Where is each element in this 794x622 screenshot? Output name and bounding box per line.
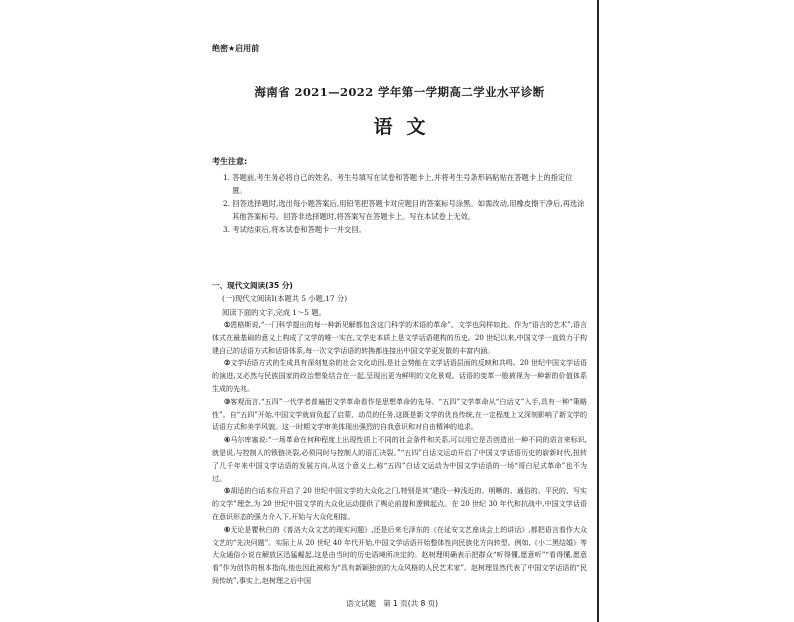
secret-label: 绝密★启用前 [212, 44, 260, 53]
paragraph-number: ⑥ [224, 524, 231, 534]
paragraph-text: 胡适的白话本位开启了 20 世纪中国文学的大众化之门,特别是其“建设一种浅近的、明晰的、通俗的、平民的、写实的文学”理念,为 20 世纪中国文学的大众化运动提供了舆论前提和逻辑起点。在 20 世纪 30 年代和抗战中,中国文学话语在意识形态的强力介入下,开始与大众化相接。 [212, 487, 587, 521]
notice-item: 2. 回答选择题时,选出每小题答案后,用铅笔把答题卡对应题目的答案标号涂黑。如需改动,用橡皮擦干净后,再选涂其他答案标号。回答非选择题时,将答案写在答题卡上。写在本试卷上无效。 [223, 199, 585, 221]
passage-paragraph [212, 434, 587, 485]
paragraph-number: ③ [224, 396, 231, 406]
paragraph-number: ② [224, 358, 231, 368]
notice-item: 3. 考试结束后,将本试卷和答题卡一并交回。 [223, 225, 366, 234]
paragraph-number: ① [224, 320, 231, 329]
paragraph-text: 马尔库塞说:“一场革命在何种程度上出现性质上不同的社会条件和关系,可以用它是否创造出一种不同的语言来标识,就是说,与控制人的锁链决裂,必须同时与控制人的语汇决裂。”“五四”白话文运动开启了中国文学话语历史的崭新时代,扭转了几千年来中国文学话语的发展方向,从这个意义上,称“五四”白话文运动为中国文学话语的一场“哥白尼式革命”也不为过。 [212, 436, 587, 483]
notice-title: 考生注意: [212, 157, 248, 166]
paragraph-text: 恩格斯说,“一门科学提出的每一种新见解都包含这门科学的术语的革命”。文学也同样如此。作为“语言的艺术”,语言体式在最基础的意义上构成了文学的唯一实在,文学史本质上是文学话语建构的历史。20 世纪以来,中国文学一直致力于构建自己的话语方式和话语体系,每一次文学话语的转换都连接出中国文学更发散的丰富内涵。 [212, 321, 588, 355]
passage-paragraph [212, 396, 587, 434]
passage-paragraph [212, 357, 587, 395]
passage-paragraph [212, 485, 587, 523]
page-footer: 语文试题 第 1 页(共 8 页) [346, 599, 439, 608]
paragraph-number: ⑤ [224, 486, 231, 496]
paragraph-number: ④ [224, 435, 231, 445]
reading-instruction: 阅读下面的文字,完成 1～5 题。 [222, 308, 326, 317]
subsection-title: (一)现代文阅读Ⅰ(本题共 5 小题,17 分) [222, 294, 348, 303]
section-title: 一、现代文阅读(35 分) [212, 281, 293, 290]
exam-title: 海南省 2021—2022 学年第一学期高二学业水平诊断 [254, 85, 545, 99]
paragraph-text: 无论是瞿秋白的《普洛大众文艺的现实问题》,还是后来毛泽东的《在延安文艺座谈会上的讲话》,都把语言看作大众文艺的“先决问题”。实际上从 20 世纪 40 年代开始,中国文学话语开始整体性向民族化方向转型。例如,《小二黑结婚》等大众通俗小说在解放区迅猛崛起,这是由当时的历史语境所决定的。赵树理明确表示把群众“听得懂,愿意听”“看得懂,愿意看”作为创作的根本指向,他也因此被称为“具有新颖独创的大众风格的人民艺术家”。赵树理显然代表了中国文学话语的“民间传统”,事实上,赵树理之后中国 [212, 525, 587, 585]
page-fold-line [597, 0, 599, 622]
paragraph-text: 客观而言,“五四”一代学者普遍把文学革命看作是思想革命的先导。“五四”文学革命从“白话文”入手,具有一种“策略性”。自“五四”开始,中国文学就肩负起了启蒙、动员的任务,这既是新文学的优良传统,在一定程度上又深刻影响了新文学的话语方式和美学风貌。这一时期文学审美体现出强烈的自我意识和对自由精神的追求。 [212, 397, 587, 432]
subject-title: 语文 [373, 116, 440, 138]
notice-item: 1. 答题前,考生务必将自己的姓名、考生号填写在试卷和答题卡上,并将考生号条形码粘贴在答题卡上的指定位置。 [223, 173, 573, 195]
paragraph-text: 文学话语方式的生成具有深刻复杂的社会文化动因,是社会势能在文学话语层面的反映和共鸣。20 世纪中国文学话语的演进,又必然与民族国家的政治想象结合在一起,呈现出更为鲜明的文化景观。话语的变革一般被视为一种新的价值体系生成的先兆。 [212, 359, 588, 393]
passage-paragraph [212, 319, 587, 357]
page-content [212, 43, 587, 588]
passage-paragraph [212, 524, 587, 588]
